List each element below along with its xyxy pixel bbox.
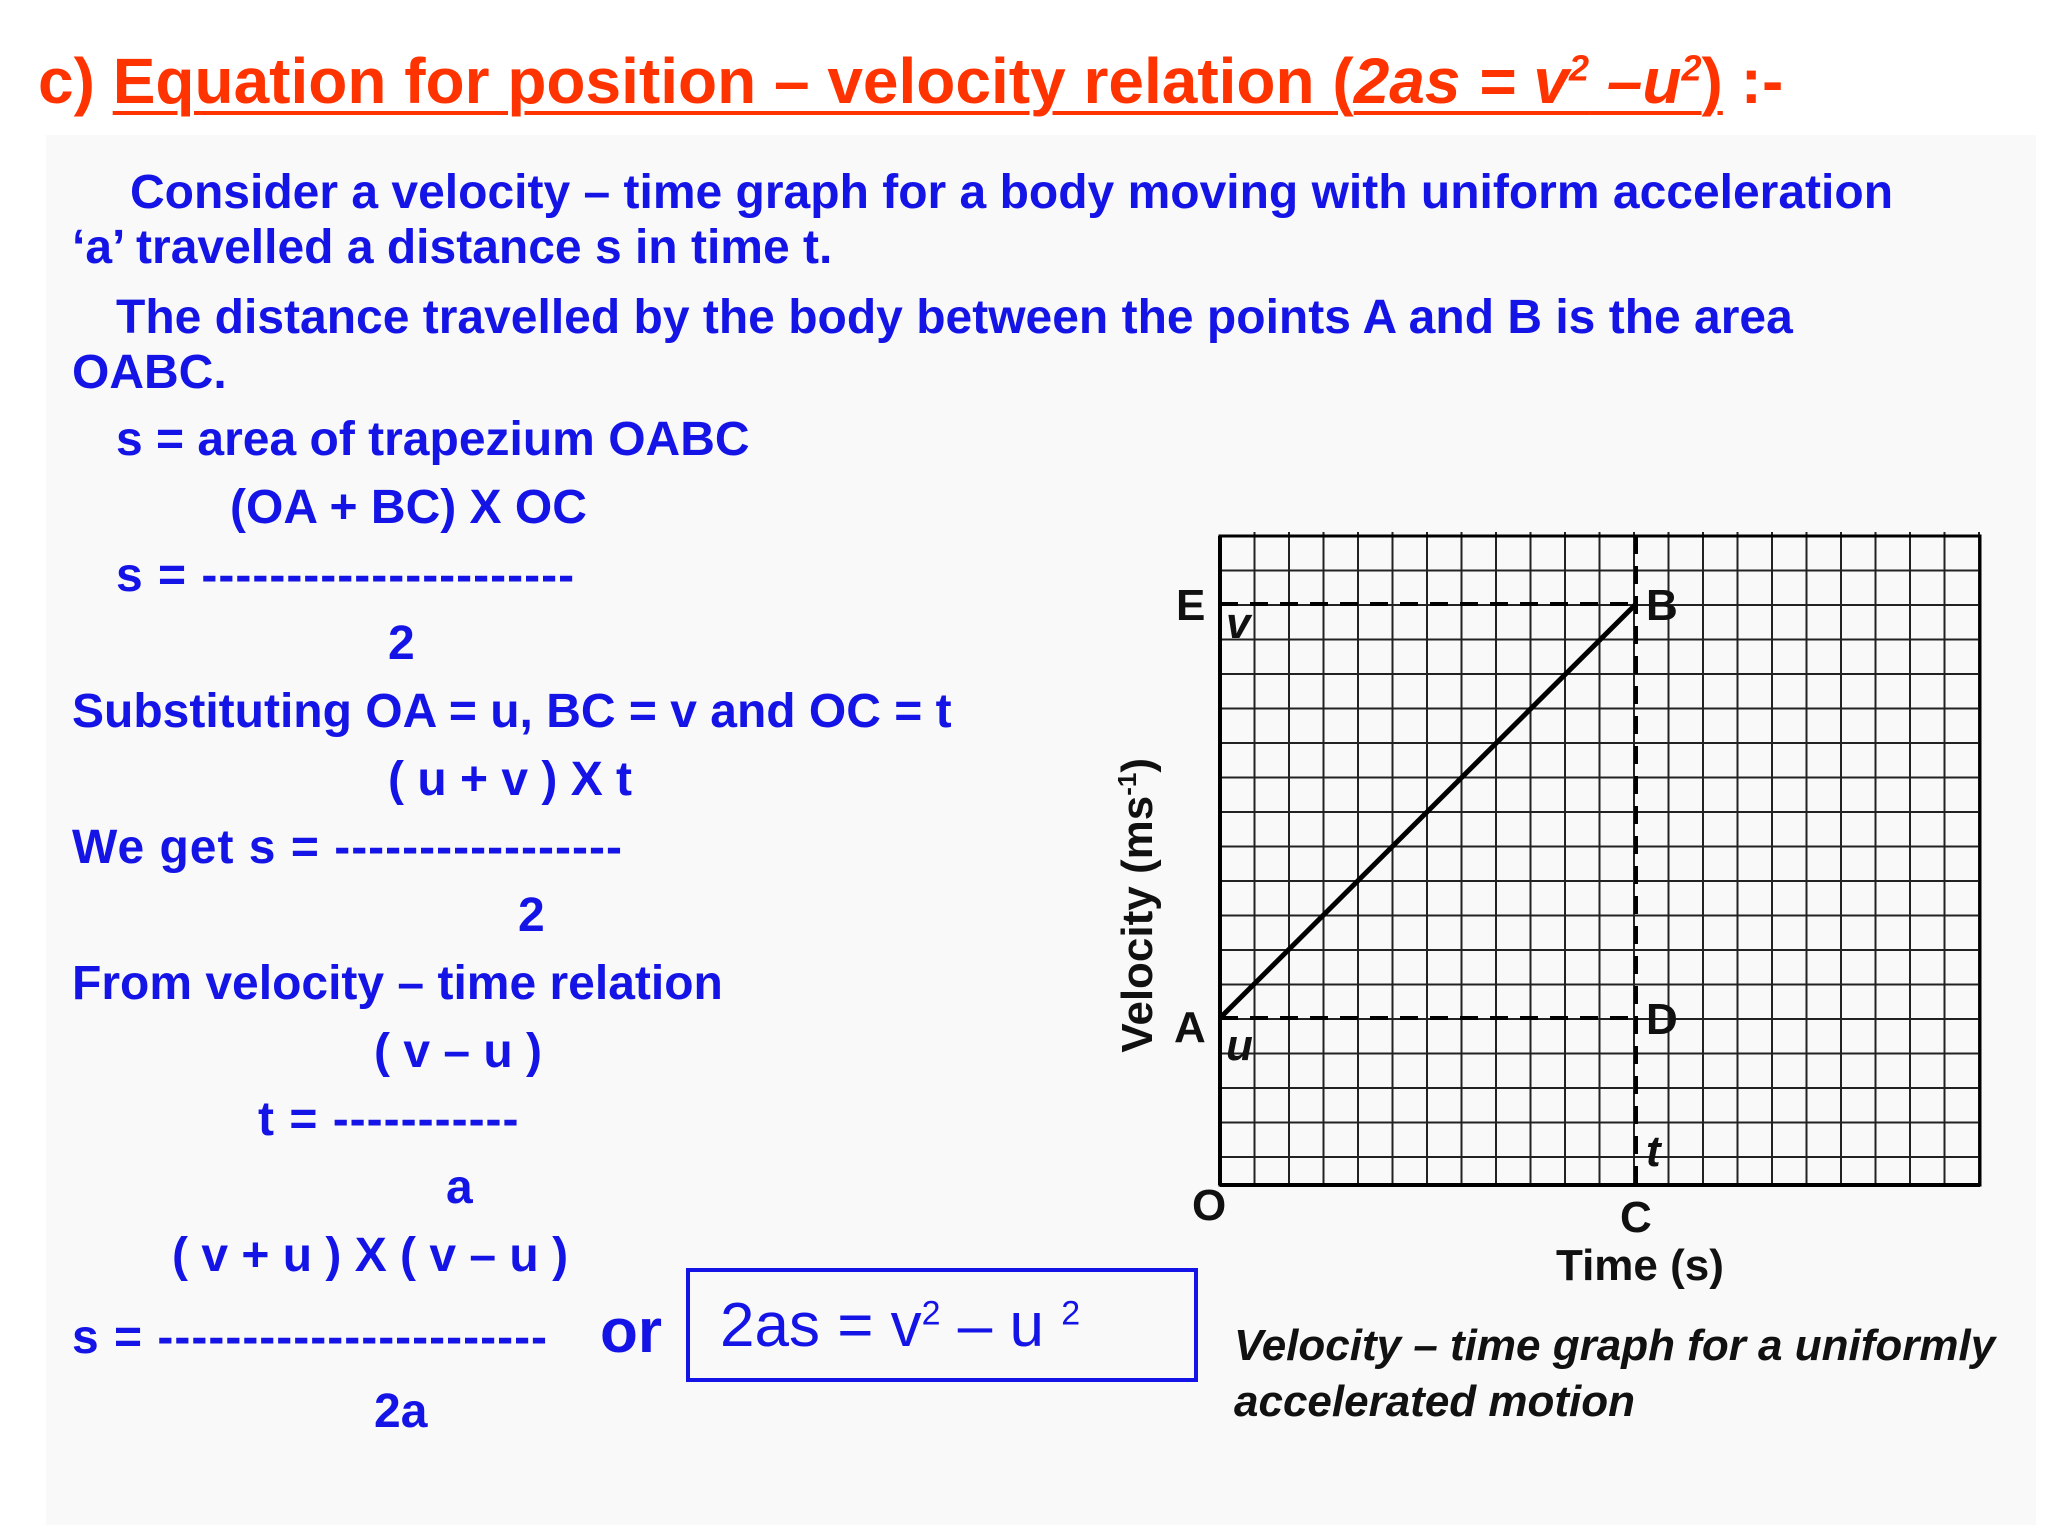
fraction2-denominator: 2 [518,889,545,942]
fraction3-denominator: a [446,1161,473,1214]
velocity-time-graph [1100,520,2020,1320]
symbol-v-label: v [1226,599,1251,648]
point-D-label: D [1646,995,1678,1044]
y-axis-label: Velocity $(ms^{-1})$ [1112,758,1162,1053]
s-area-line: s = area of trapezium OABC [116,413,750,466]
graph-grid [1220,532,1980,1185]
or-word: or [600,1297,662,1366]
graph-caption: Velocity – time graph for a uniformly accelerated motion [1234,1321,1996,1426]
x-axis-label: Time (s) [1556,1241,1724,1290]
fraction2-numerator: ( u + v ) X t [388,753,633,806]
point-A-label: A [1174,1003,1206,1052]
fraction3-numerator: ( v – u ) [374,1025,543,1078]
symbol-u-label: u [1226,1021,1253,1070]
origin-O-label: O [1192,1181,1227,1230]
substituting-line: Substituting OA = u, BC = v and OC = t [72,685,952,738]
para1-line2: ‘a’ travelled a distance s in time t. [72,221,833,274]
point-E-label: E [1176,581,1206,630]
fraction4-numerator: ( v + u ) X ( v – u ) [172,1229,569,1282]
symbol-t-label: t [1646,1127,1661,1176]
point-B-label: B [1646,581,1678,630]
fraction4-denominator: 2a [374,1385,428,1438]
slide-title: c) Equation for position – velocity relation ($2as = v^2$ $-u^2$) :- [38,45,1784,117]
we-get-line: We get s = ----------------- [72,821,623,874]
fraction1-line: s = ---------------------- [116,549,576,602]
from-relation-line: From velocity – time relation [72,957,723,1010]
t-fraction-line: t = ----------- [258,1093,520,1146]
s-fraction2-line: s = ----------------------- [72,1311,549,1364]
para2-line2: OABC. [72,346,227,399]
point-C-label: C [1620,1193,1652,1242]
fraction1-denominator: 2 [388,617,415,670]
result-equation: $2as = v^2 - u$ $^2$ [720,1291,1081,1360]
fraction1-numerator: (OA + BC) X OC [230,481,587,534]
para2-line1: The distance travelled by the body between the points A and B is the area [116,291,1793,344]
para1-line1: Consider a velocity – time graph for a body moving with uniform acceleration [130,166,1894,219]
